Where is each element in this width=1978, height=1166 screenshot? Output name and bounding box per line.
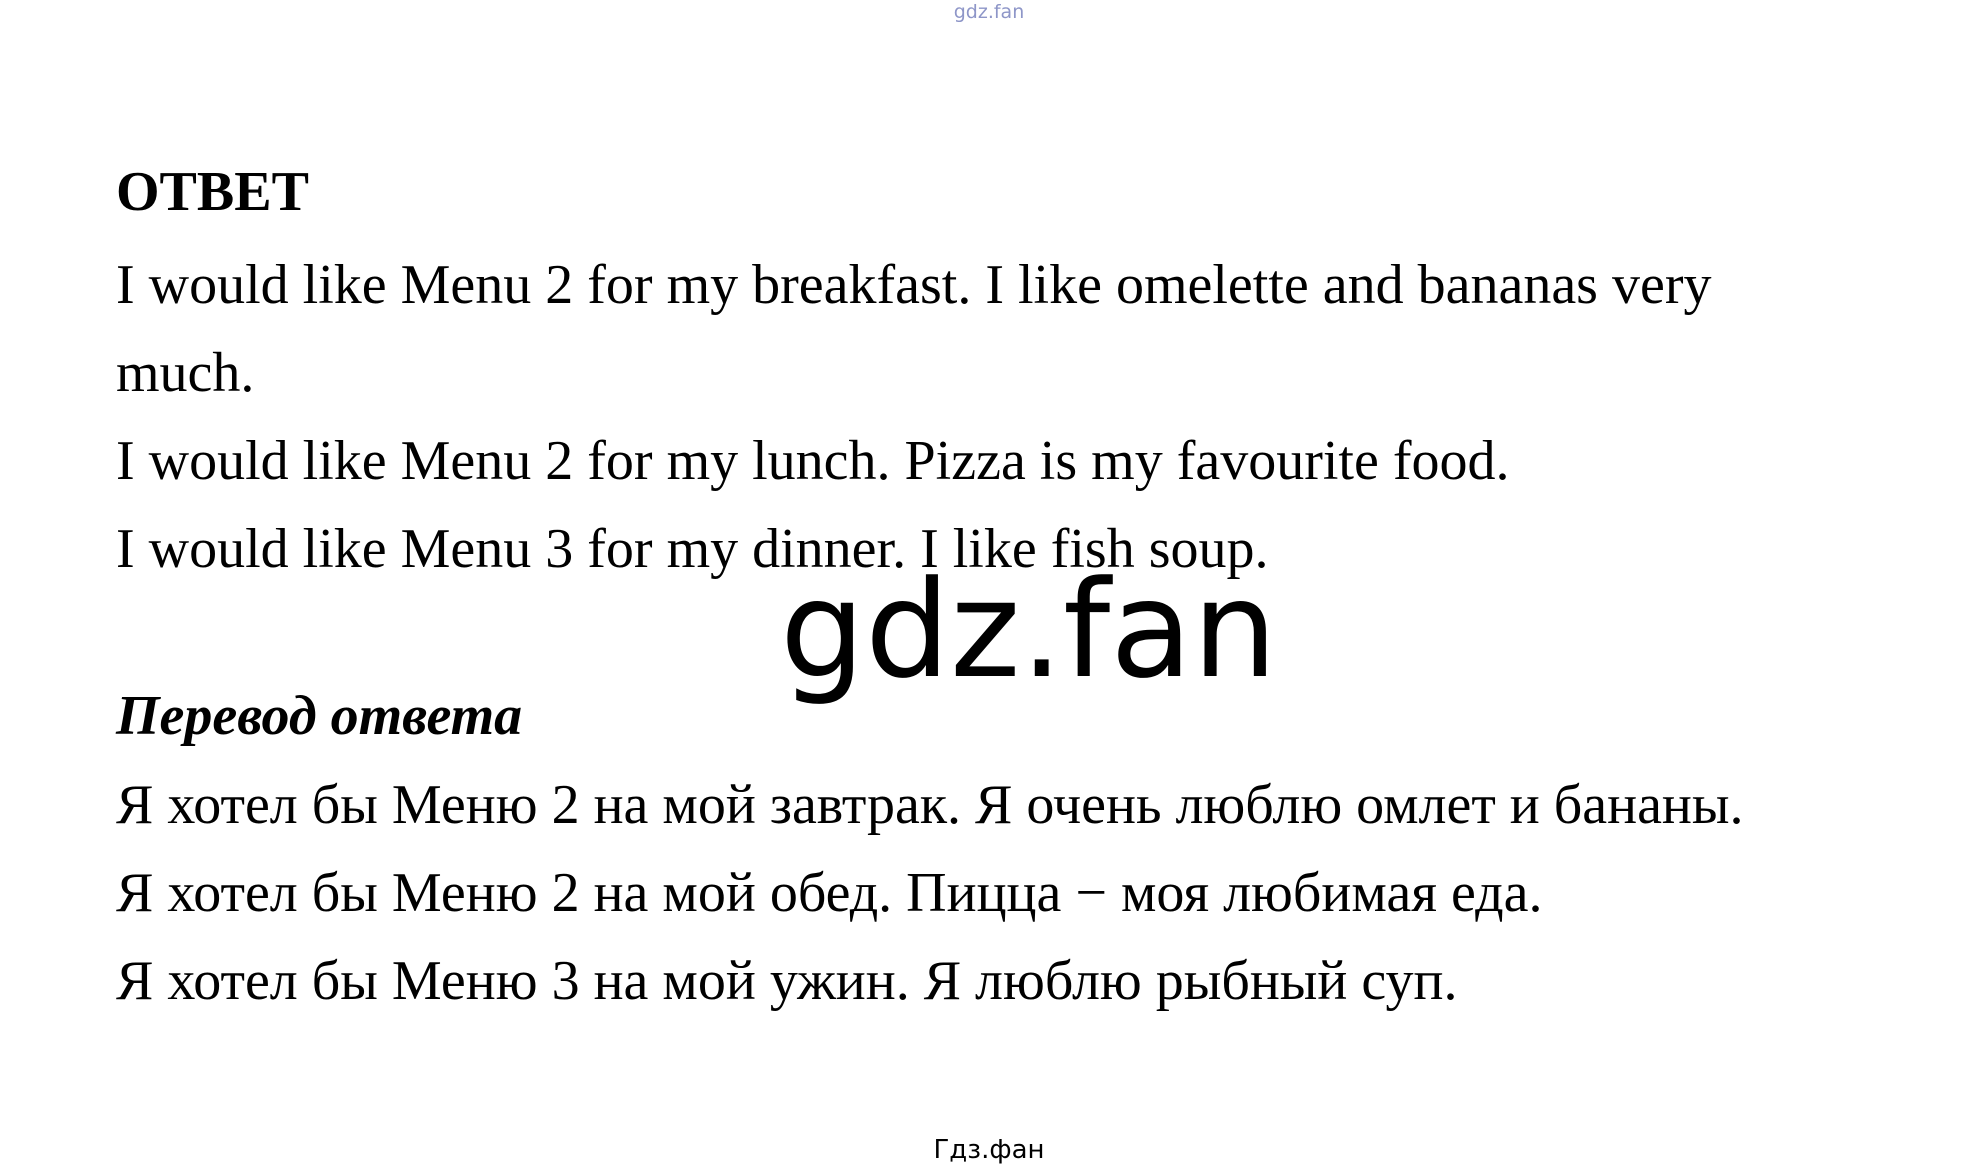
translation-line: Я хотел бы Меню 2 на мой завтрак. Я очень люблю омлет и бананы. <box>116 774 1744 836</box>
answer-line: I would like Menu 3 for my dinner. I like fish soup. <box>116 518 1269 580</box>
translation-line: Я хотел бы Меню 3 на мой ужин. Я люблю рыбный суп. <box>116 950 1458 1012</box>
top-watermark: gdz.fan <box>953 1 1025 23</box>
answer-line: much. <box>116 342 255 404</box>
translation-line: Я хотел бы Меню 2 на мой обед. Пицца − моя любимая еда. <box>116 862 1543 924</box>
answer-text <box>116 241 1956 593</box>
answer-heading: ОТВЕТ <box>116 161 309 223</box>
translation-heading: Перевод ответа <box>116 685 523 747</box>
answer-line: I would like Menu 2 for my breakfast. I like omelette and bananas very <box>116 254 1712 316</box>
answer-line: I would like Menu 2 for my lunch. Pizza is my favourite food. <box>116 430 1510 492</box>
footer-watermark: Гдз.фан <box>933 1135 1045 1165</box>
center-watermark: gdz.fan <box>780 552 1278 708</box>
translation-text <box>116 761 1956 1025</box>
